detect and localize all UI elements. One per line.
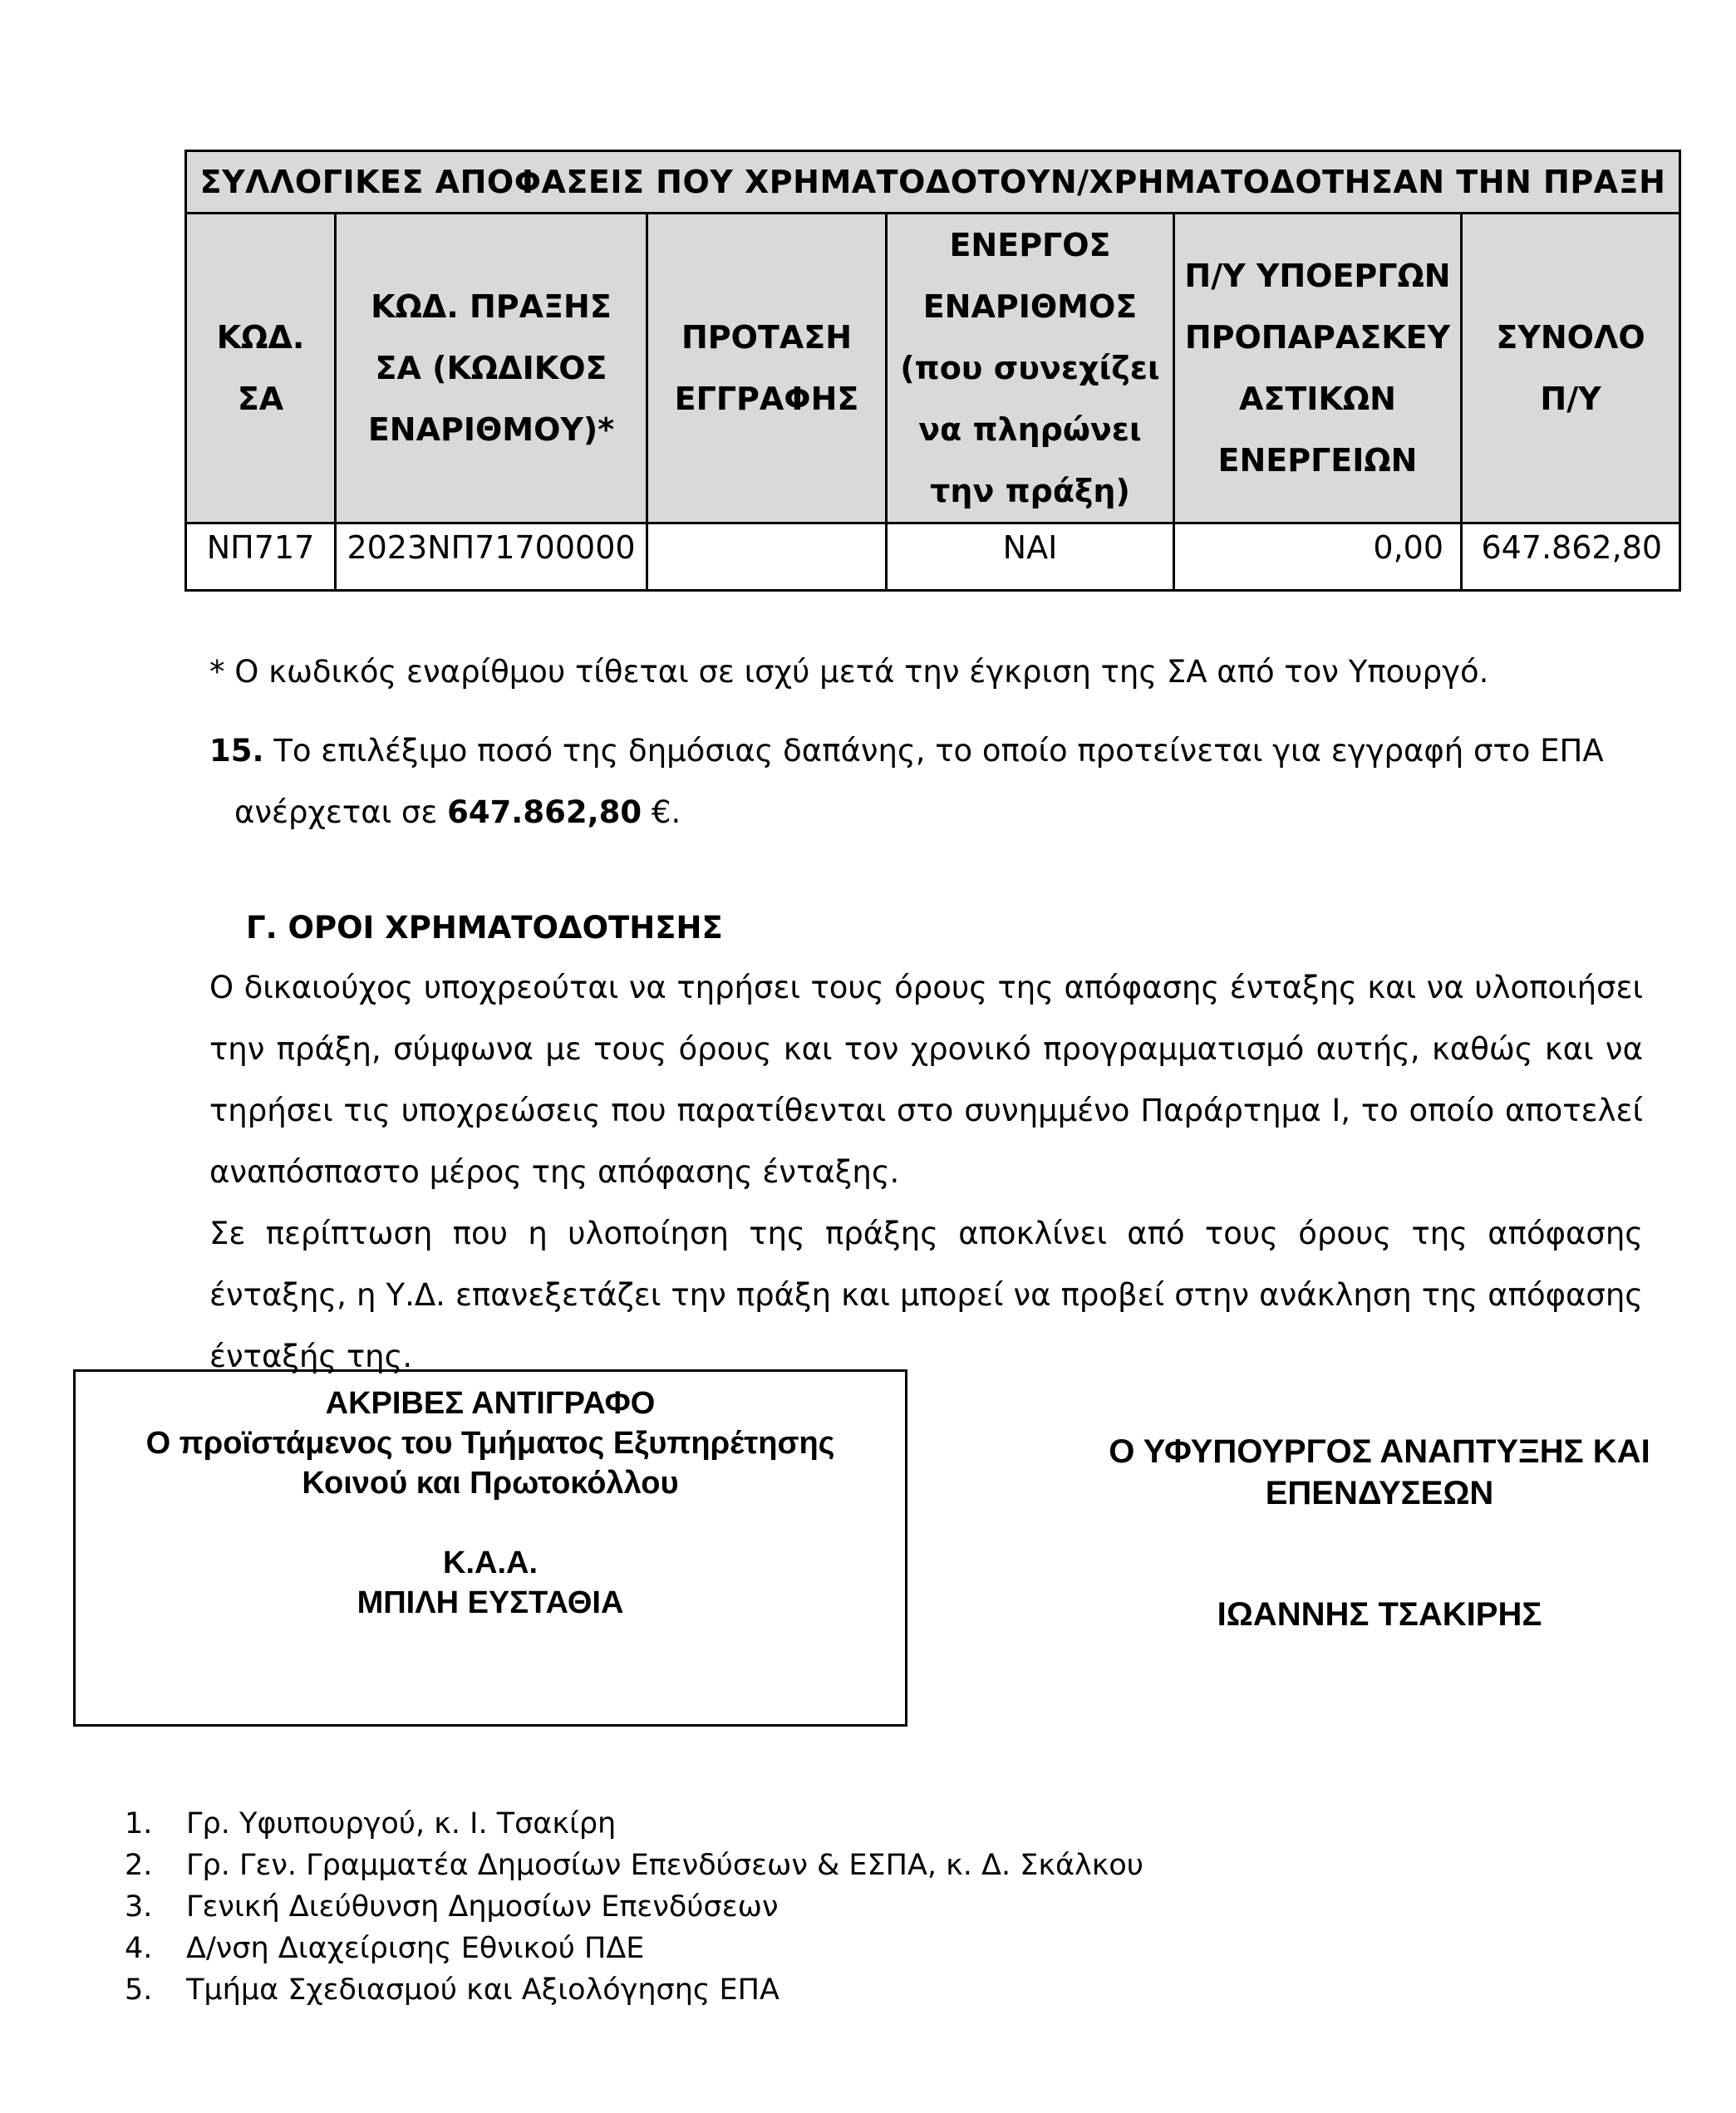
- paragraph-15-text: Το επιλέξιμο ποσό της δημόσιας δαπάνης, το οποίο προτείνεται για εγγραφή στο ΕΠΑ: [273, 733, 1604, 769]
- paragraph-15-text-cont: ανέρχεται σε: [234, 794, 438, 830]
- paragraph-number: 15.: [209, 733, 264, 769]
- stamp-line: Κοινού και Πρωτοκόλλου: [302, 1466, 679, 1501]
- list-item: 2. Γρ. Γεν. Γραμματέα Δημοσίων Επενδύσεων & ΕΣΠΑ, κ. Δ. Σκάλκου: [125, 1849, 1144, 1882]
- section-heading: Γ. ΟΡΟΙ ΧΡΗΜΑΤΟΔΟΤΗΣΗΣ: [246, 910, 723, 946]
- header-kod-sa: ΚΩΔ. ΣΑ: [186, 214, 336, 523]
- conditions-paragraph-1: Ο δικαιούχος υποχρεούται να τηρήσει τους όρους της απόφασης ένταξης και να υλοποιήσει την πράξη, σύμφωνα με τους όρους και τον χρονικό προγραμματισμό αυτής, καθώς και να τηρήσει τις υποχρεώσεις που παρατίθενται στο συνημμένο Παράρτημα Ι, το οποίο αποτελεί αναπόσπαστο μέρος της απόφασης ένταξης.: [209, 970, 1643, 1190]
- funding-conditions: [209, 957, 1643, 1388]
- cell-kod-praxis: 2023ΝΠ71700000: [336, 523, 647, 591]
- cell-py-ypoergon: 0,00: [1174, 523, 1462, 591]
- conditions-paragraph-2: Σε περίπτωση που η υλοποίηση της πράξης αποκλίνει από τους όρους της απόφασης ένταξης, η Υ.Δ. επανεξετάζει την πράξη και μπορεί να προβεί στην ανάκληση της απόφασης ένταξής της.: [209, 1216, 1643, 1374]
- table-header-row: [186, 214, 1680, 523]
- table-row: [186, 523, 1680, 591]
- cell-kod-sa: ΝΠ717: [186, 523, 336, 591]
- minister-signature-block: [1080, 1431, 1679, 1635]
- list-item: 4. Δ/νση Διαχείρισης Εθνικού ΠΔΕ: [125, 1932, 645, 1965]
- header-protasi-eggrafis: ΠΡΟΤΑΣΗ ΕΓΓΡΑΦΗΣ: [647, 214, 887, 523]
- header-synolo-py: ΣΥΝΟΛΟ Π/Υ: [1462, 214, 1680, 523]
- eligible-amount: 647.862,80: [447, 794, 642, 830]
- list-item: 5. Τμήμα Σχεδιασμού και Αξιολόγησης ΕΠΑ: [125, 1973, 779, 2007]
- minister-name: ΙΩΑΝΝΗΣ ΤΣΑΚΙΡΗΣ: [1217, 1596, 1542, 1633]
- cell-energos: ΝΑΙ: [887, 523, 1174, 591]
- minister-title-cont: ΕΠΕΝΔΥΣΕΩΝ: [1265, 1475, 1494, 1511]
- true-copy-stamp: [73, 1369, 907, 1727]
- distribution-list: [125, 1803, 1143, 2011]
- header-py-ypoergon: Π/Υ ΥΠΟΕΡΓΩΝ ΠΡΟΠΑΡΑΣΚΕΥ ΑΣΤΙΚΩΝ ΕΝΕΡΓΕΙΩΝ: [1174, 214, 1462, 523]
- cell-synolo: 647.862,80: [1462, 523, 1680, 591]
- funding-decisions-table: [184, 150, 1681, 592]
- table-footnote: * Ο κωδικός εναρίθμου τίθεται σε ισχύ μετά την έγκριση της ΣΑ από τον Υπουργό.: [209, 654, 1489, 690]
- stamp-signer: ΜΠΙΛΗ ΕΥΣΤΑΘΙΑ: [357, 1585, 624, 1620]
- header-kod-praxis: ΚΩΔ. ΠΡΑΞΗΣ ΣΑ (ΚΩΔΙΚΟΣ ΕΝΑΡΙΘΜΟΥ)*: [336, 214, 647, 523]
- list-item: 3. Γενική Διεύθυνση Δημοσίων Επενδύσεων: [125, 1890, 779, 1924]
- table-title: ΣΥΛΛΟΓΙΚΕΣ ΑΠΟΦΑΣΕΙΣ ΠΟΥ ΧΡΗΜΑΤΟΔΟΤΟΥΝ/ΧΡΗΜΑΤΟΔΟΤΗΣΑΝ ΤΗΝ ΠΡΑΞΗ: [186, 151, 1680, 214]
- list-item: 1. Γρ. Υφυπουργού, κ. Ι. Τσακίρη: [125, 1807, 617, 1840]
- paragraph-15: [209, 720, 1643, 843]
- stamp-line: ΑΚΡΙΒΕΣ ΑΝΤΙΓΡΑΦΟ: [325, 1386, 656, 1421]
- cell-protasi: [647, 523, 887, 591]
- header-energos-enarithmos: ΕΝΕΡΓΟΣ ΕΝΑΡΙΘΜΟΣ (που συνεχίζει να πληρώνει την πράξη): [887, 214, 1174, 523]
- currency-suffix: €.: [651, 794, 681, 830]
- stamp-line: Ο προϊστάμενος του Τμήματος Εξυπηρέτησης: [145, 1426, 835, 1461]
- stamp-line: Κ.Α.Α.: [443, 1545, 538, 1580]
- minister-title: Ο ΥΦΥΠΟΥΡΓΟΣ ΑΝΑΠΤΥΞΗΣ ΚΑΙ: [1109, 1433, 1650, 1470]
